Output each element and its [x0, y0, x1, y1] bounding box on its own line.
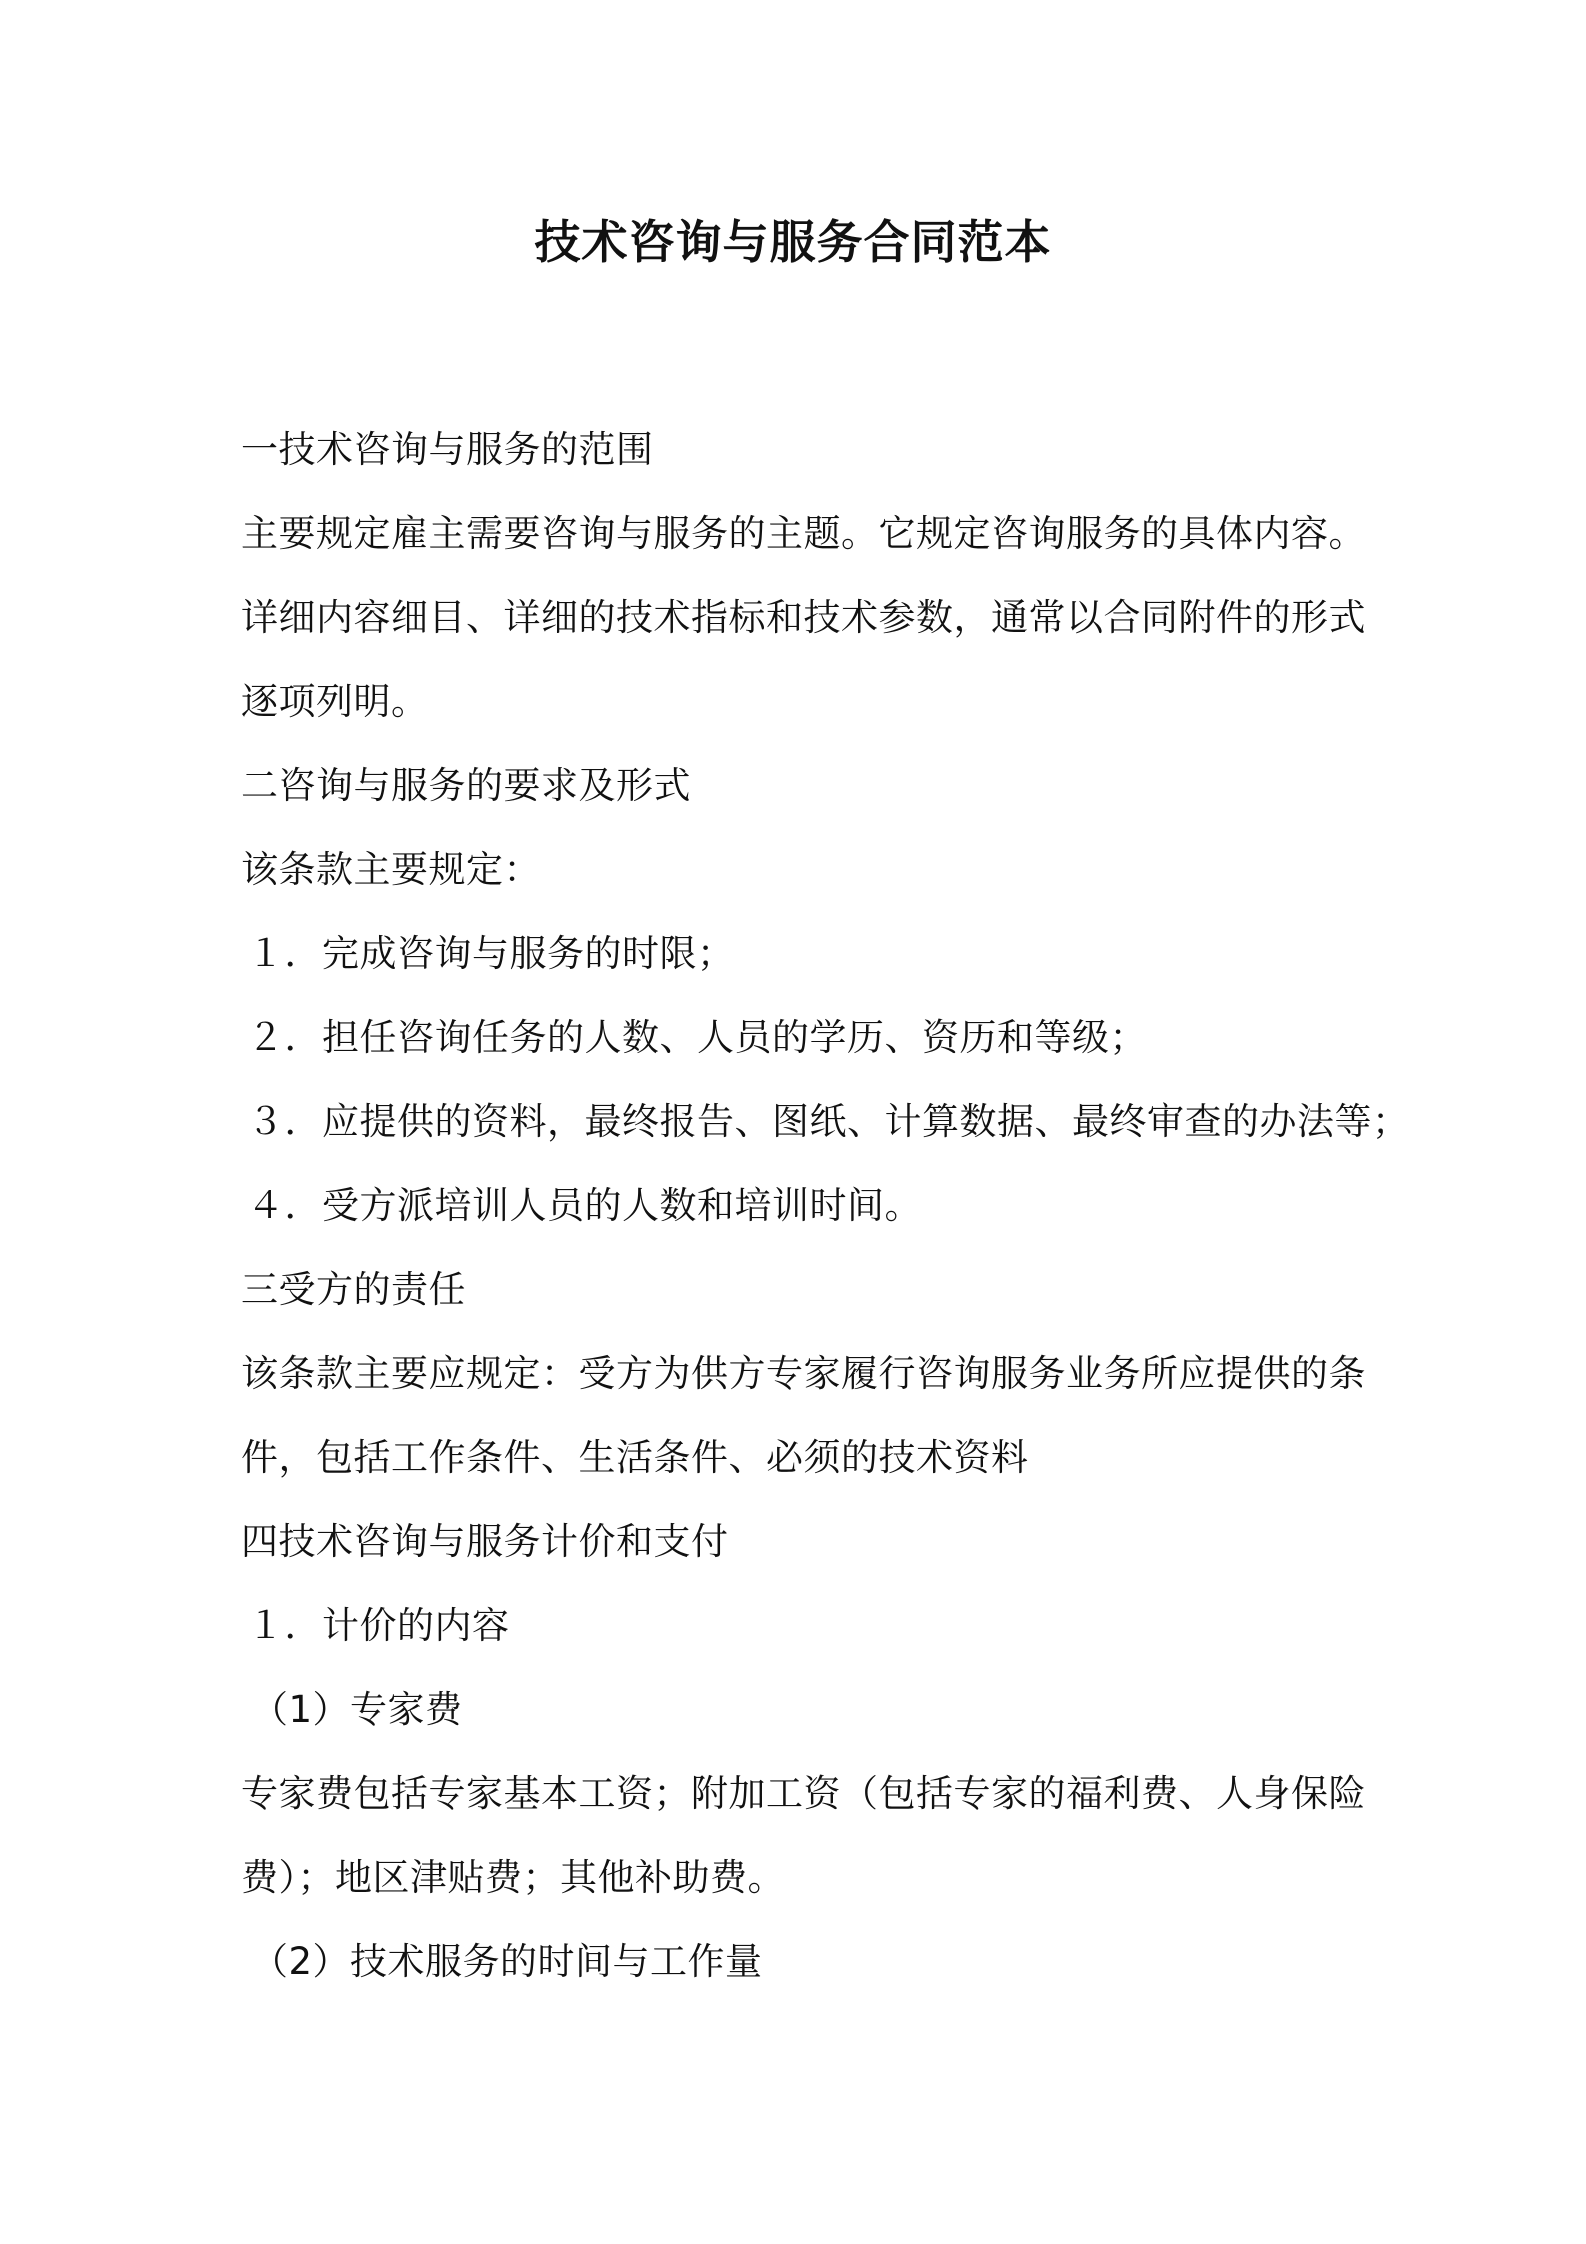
sub-item: （2）技术服务的时间与工作量	[251, 1940, 763, 1983]
paragraph-line: 详细内容细目、详细的技术指标和技术参数，通常以合同附件的形式	[241, 596, 1366, 639]
list-item: １．完成咨询与服务的时限；	[247, 932, 735, 975]
document-title: 技术咨询与服务合同范本	[534, 215, 1052, 269]
paragraph-line: 件，包括工作条件、生活条件、必须的技术资料	[241, 1436, 1029, 1479]
section-heading-1: 一技术咨询与服务的范围	[241, 428, 654, 471]
list-item: ３．应提供的资料，最终报告、图纸、计算数据、最终审查的办法等；	[247, 1100, 1410, 1143]
section-heading-2: 二咨询与服务的要求及形式	[241, 764, 691, 807]
section-heading-4: 四技术咨询与服务计价和支付	[241, 1520, 729, 1563]
paragraph-line: 主要规定雇主需要咨询与服务的主题。它规定咨询服务的具体内容。	[241, 512, 1366, 555]
document-body	[241, 408, 1410, 2004]
paragraph-line: 该条款主要规定：	[241, 848, 541, 891]
list-item: １．计价的内容	[247, 1604, 510, 1647]
list-item: ４．受方派培训人员的人数和培训时间。	[247, 1184, 922, 1227]
paragraph-line: 费）；地区津贴费；其他补助费。	[241, 1856, 785, 1899]
section-heading-3: 三受方的责任	[241, 1268, 466, 1311]
paragraph-line: 逐项列明。	[241, 680, 429, 723]
paragraph-line: 该条款主要应规定：受方为供方专家履行咨询服务业务所应提供的条	[241, 1352, 1366, 1395]
list-item: ２．担任咨询任务的人数、人员的学历、资历和等级；	[247, 1016, 1147, 1059]
paragraph-line: 专家费包括专家基本工资；附加工资（包括专家的福利费、人身保险	[241, 1772, 1366, 1815]
sub-item: （1）专家费	[251, 1688, 463, 1731]
